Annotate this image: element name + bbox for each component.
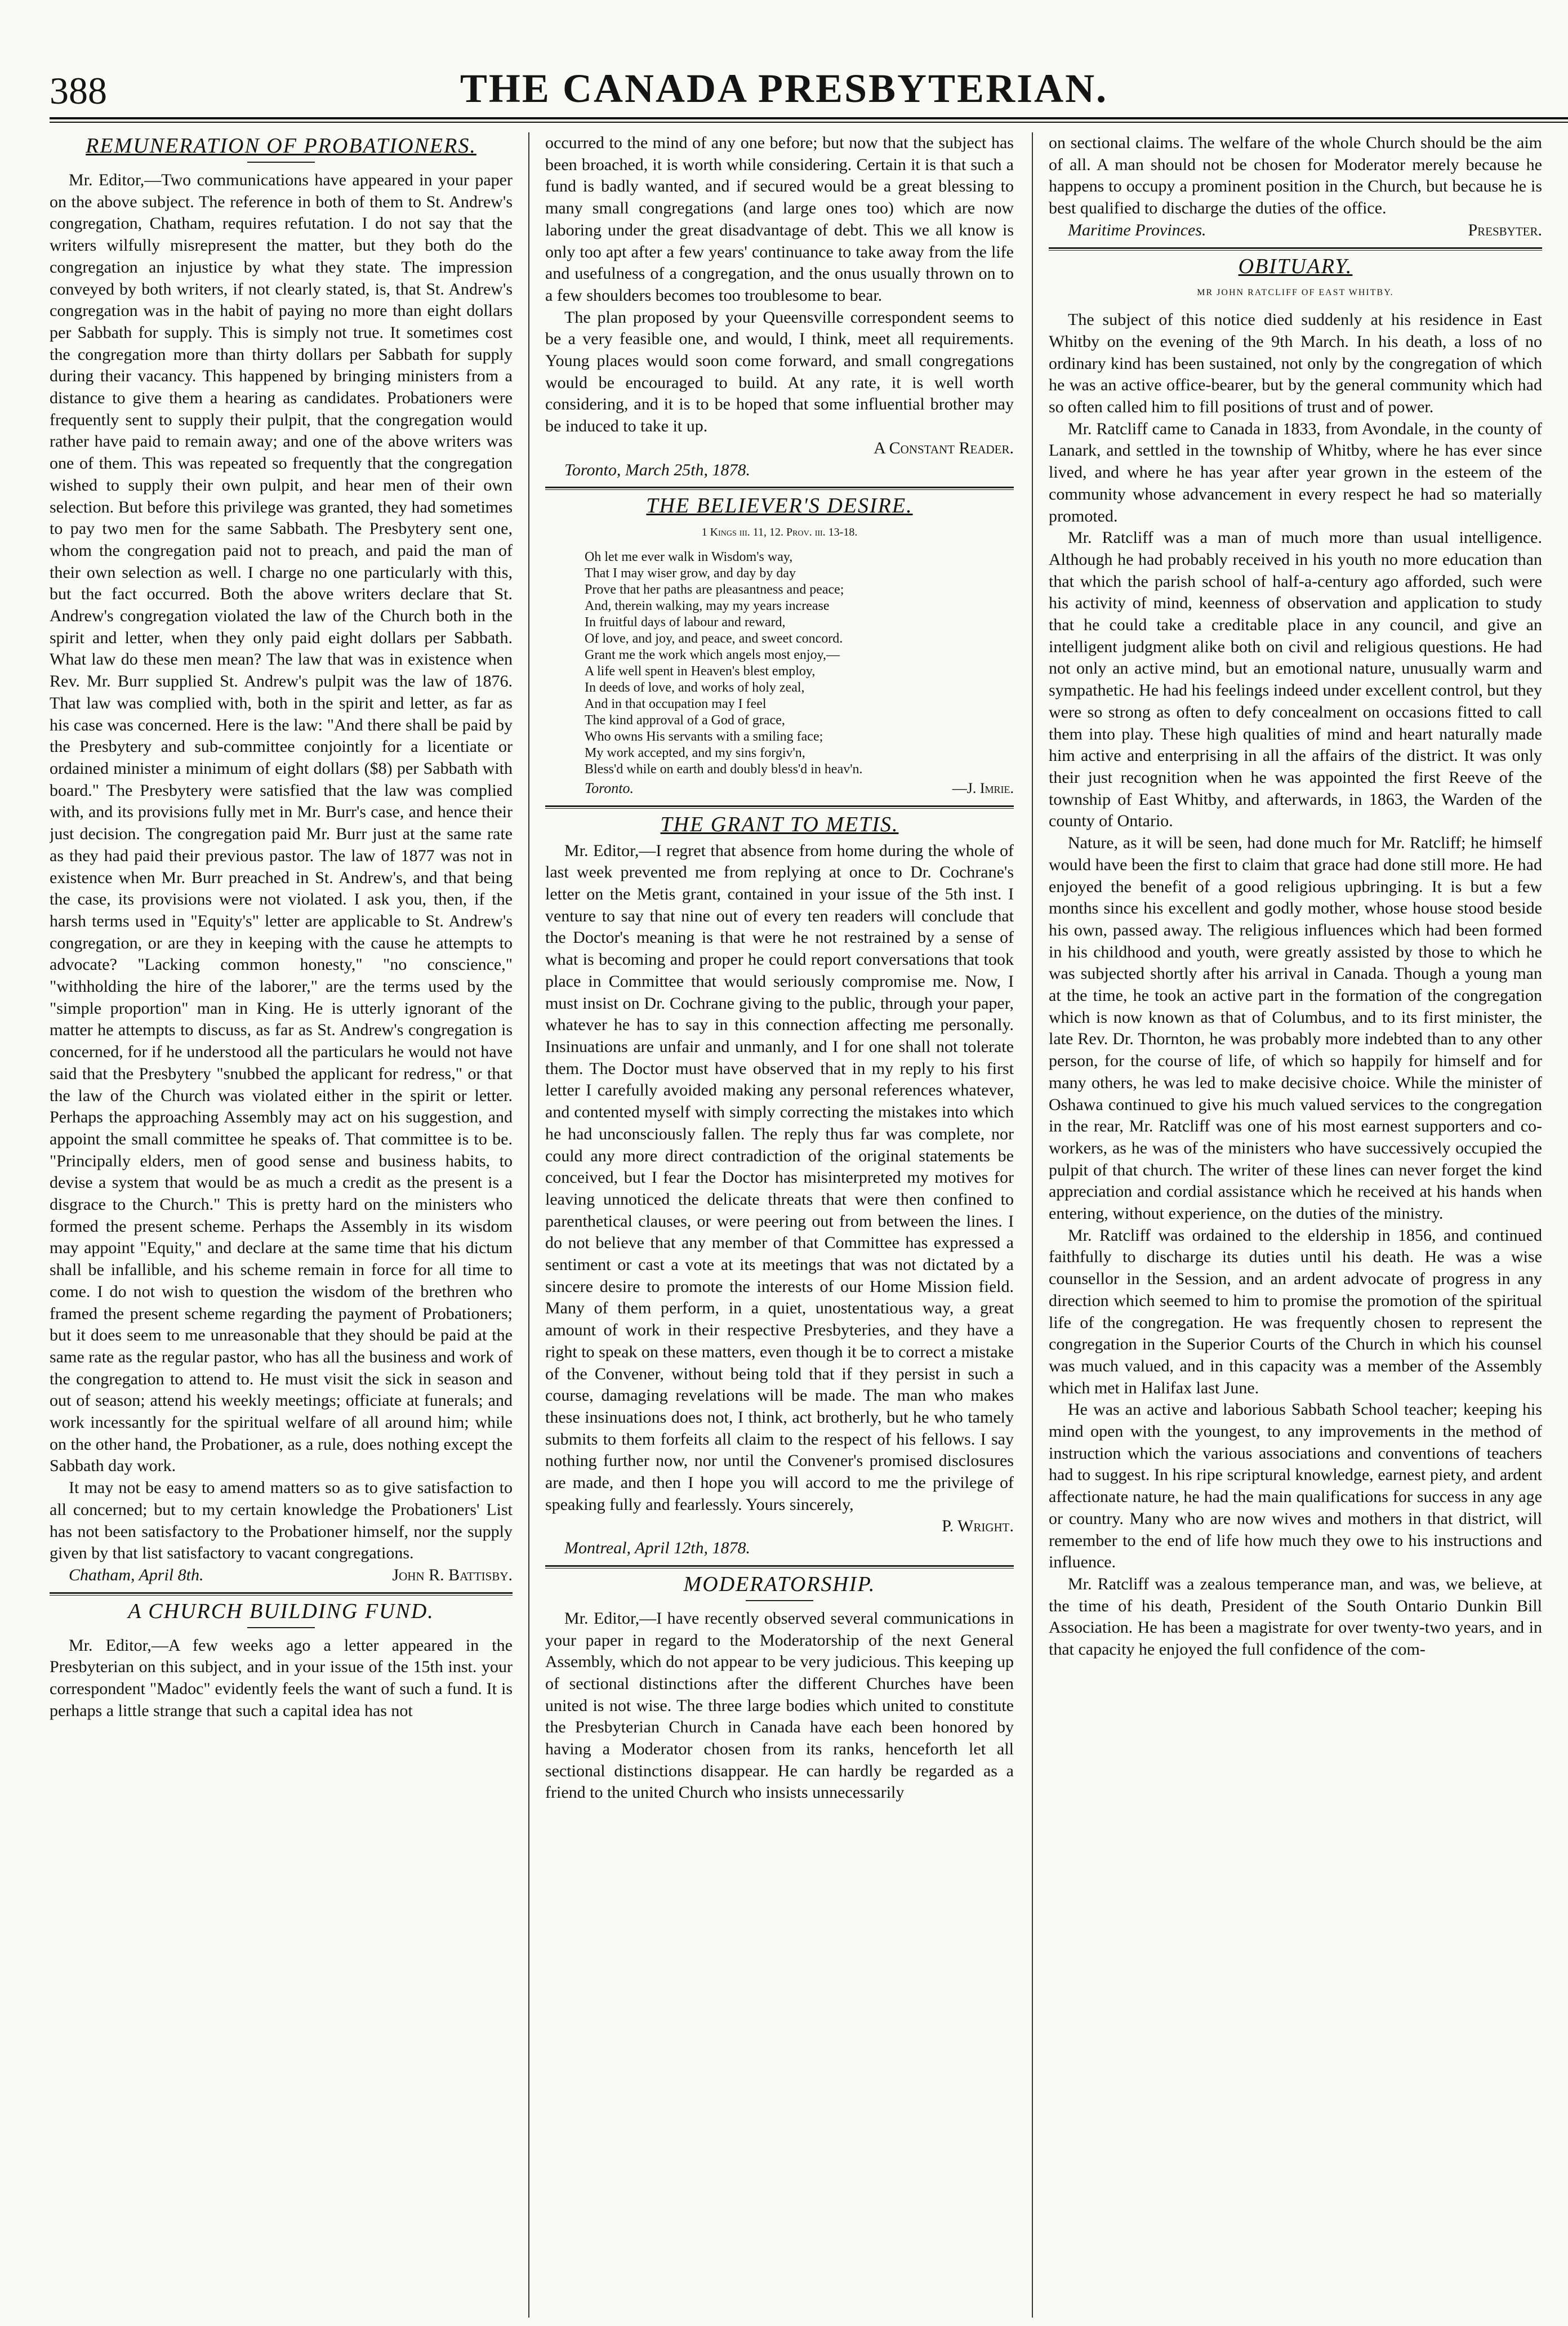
article-title-moderatorship: MODERATORSHIP.: [683, 1572, 876, 1596]
poem: [545, 549, 1014, 778]
article-title-church-building-fund: A CHURCH BUILDING FUND.: [128, 1599, 434, 1623]
article-title-believers-desire: THE BELIEVER'S DESIRE.: [646, 494, 913, 518]
article-paragraph: He was an active and laborious Sabbath School teacher; keeping his mind open with the youngest, to any improvements in the method of instruction which the various associations and conventions of teachers had to suggest. In his ripe scriptural knowledge, earnest piety, and ardent affectionate nature, he had the main qualifications for success in any age or country. Many who are now wives and mothers in that district, will remember to the end of life how much they owe to his instructions and influence.: [1049, 1400, 1542, 1572]
signoff-author: Presbyter.: [1468, 220, 1542, 239]
signoff: [50, 1565, 513, 1587]
section-rule-thin: [545, 1568, 1014, 1569]
poem-line: And, therein walking, may my years increase: [585, 598, 830, 613]
signoff-author: A Constant Reader.: [874, 438, 1014, 457]
poem-line: My work accepted, and my sins forgiv'n,: [585, 745, 805, 760]
poem-line: Of love, and joy, and peace, and sweet concord.: [585, 631, 843, 646]
article-paragraph: Mr. Ratcliff was ordained to the eldership in 1856, and continued faithfully to discharge its duties until his death. He was a wise counsellor in the Session, and an ardent advocate of progress in any direction which seemed to him to promise the promotion of the spiritual life of the congregation. He was frequently chosen to represent the congregation in the Superior Courts of the Church in which his counsel was much valued, and in this capacity was a member of the Assembly which met in Halifax last June.: [1049, 1226, 1542, 1397]
section-rule: [545, 805, 1014, 807]
article-paragraph: Mr. Ratcliff was a man of much more than usual intelligence. Although he had probably received in his youth no more education than that which the parish school of half-a-century ago afforded, such were his activity of mind, keenness of observation and application to study that he could take a creditable place in any council, and give an intelligent judgment alike both on civil and religious questions. He had not only an active mind, but an emotional nature, unusually warm and sympathetic. He had his feelings indeed under excellent control, but they were so strong as often to defy concealment on occasions fitted to call them into play. These high qualities of mind and heart naturally made him active and enterprising in all the affairs of the district. It was only their just recognition when he was appointed the first Reeve of the township of East Whitby, and afterwards, in 1863, the Warden of the county of Ontario.: [1049, 528, 1542, 831]
signoff-place: Montreal, April 12th, 1878.: [564, 1539, 750, 1558]
signoff-author: P. Wright.: [942, 1517, 1014, 1536]
article-paragraph: The subject of this notice died suddenly at his residence in East Whitby on the evening of the 9th March. In his death, a loss of no ordinary kind has been sustained, not only by the congregation of which he was an active office-bearer, but by the general community which had so often called him to fill positions of trust and of power.: [1049, 310, 1542, 417]
column-1: [50, 132, 513, 2318]
section-rule-thin: [545, 808, 1014, 809]
title-rule: [746, 1600, 813, 1601]
page-number: 388: [50, 69, 107, 112]
scripture-references: 1 Kings iii. 11, 12. Prov. iii. 13-18.: [701, 526, 858, 539]
article-paragraph: Nature, as it will be seen, had done much for Mr. Ratcliff; he himself would have been the first to claim that grace had done still more. He had enjoyed the benefit of a good religious upbringing. It is but a few months since his excellent and godly mother, whose house stood beside his own, passed away. The religious influences which had been formed in his childhood and youth, were greatly assisted by those to which he was subjected shortly after his arrival in Canada. Though a young man at the time, he took an active part in the formation of the congregation which is now known as that of Columbus, and to its first minister, the late Rev. Dr. Thornton, he was probably more indebted than to any other person, for the course of life, of which so happily for himself and for many others, he was led to make decisive choice. While the minister of Oshawa continued to give his much valued services to the congregation in the rear, Mr. Ratcliff was one of his most earnest supporters and co-workers, as he was of the ministers who have successively occupied the pulpit of that church. The writer of these lines can never forget the kind appreciation and cordial assistance which he received at his hands when entering, without experience, on the duties of the ministry.: [1049, 834, 1542, 1223]
section-rule: [545, 487, 1014, 488]
masthead-rule-thin: [50, 122, 1568, 123]
poem-line: That I may wiser grow, and day by day: [585, 565, 796, 581]
article-paragraph: Mr. Editor,—I have recently observed several communications in your paper in regard to the Moderatorship of the next General Assembly, which do not appear to be very judicious. This keeping up of sectional distinctions after the different Churches have been united is not wise. The three large bodies which united to constitute the Presbyterian Church in Canada have each been honored by having a Moderator chosen from its ranks, henceforth let all sectional distinctions disappear. He can hardly be regarded as a friend to the united Church who insists unnecessarily: [545, 1608, 1014, 1802]
column-divider: [1032, 132, 1033, 2318]
article-paragraph-continued: on sectional claims. The welfare of the whole Church should be the aim of all. A man should not be chosen for Moderator merely because he happens to occupy a prominent position in the Church, but because he is best qualified to discharge the duties of the office.: [1049, 133, 1542, 218]
signoff-place: Toronto, March 25th, 1878.: [564, 460, 751, 479]
signoff: [545, 778, 1014, 800]
article-paragraph: It may not be easy to amend matters so as to give satisfaction to all concerned; but to my certain knowledge the Probationers' List has not been satisfactory to the Probationer himself, nor the supply given by that list satisfactory to vacant congregations.: [50, 1478, 513, 1563]
section-rule: [50, 1592, 513, 1594]
article-title-obituary: OBITUARY.: [1238, 254, 1353, 278]
poem-line: Oh let me ever walk in Wisdom's way,: [585, 549, 793, 564]
title-rule: [247, 162, 315, 163]
title-rule: [247, 1627, 315, 1628]
signoff-place: Maritime Provinces.: [1068, 220, 1206, 239]
poem-line: Bless'd while on earth and doubly bless'd in heav'n.: [585, 761, 863, 777]
article-title-remuneration: REMUNERATION OF PROBATIONERS.: [86, 134, 476, 158]
column-3: [1049, 132, 1542, 2318]
article-paragraph: Mr. Editor,—Two communications have appeared in your paper on the above subject. The reference in both of them to St. Andrew's congregation, Chatham, requires refutation. I do not say that the writers wilfully misrepresent the matter, but they both do the congregation an injustice by what they state. The impression conveyed by both writers, if not clearly stated, is, that St. Andrew's congregation was in the habit of paying no more than eight dollars per Sabbath for supply. This is simply not true. It sometimes cost the congregation more than thirty dollars per Sabbath for supply during their vacancy. This happened by bringing ministers from a distance to give them a hearing as candidates. Probationers were frequently sent to supply their pulpit, that the congregation would rather have paid to remain away; and one of the above writers was one of them. This was repeated so frequently that the congregation wished to supply their own pulpit, and hear men of their own selection. But before this privilege was granted, they had sometimes to pay two men for the same Sabbath. The Presbytery sent one, whom the congregation paid not to preach, and paid the man of their own selection as well. I charge no one particularly with this, but the fact occurred. Both the above writers declare that St. Andrew's congregation violated the law of the Church both in the spirit and letter, when they only paid eight dollars per Sabbath. What law do these men mean? The law that was in existence when Rev. Mr. Burr supplied St. Andrew's pulpit was the law of 1876. That law was complied with, both in the spirit and letter, as far as his case was concerned. Here is the law: "And there shall be paid by the Presbytery and sub-committee conjointly for a licentiate or ordained minister a minimum of eight dollars ($8) per Sabbath with board." The Presbytery were satisfied that the law was complied with, and its provisions fully met in Mr. Burr's case, and hence their just decision. The congregation paid Mr. Burr just at the same rate as they had paid their previous pastor. The law of 1877 was not in existence when Mr. Burr preached in St. Andrew's, and that being the case, its provisions were not violated. I ask you, then, if the harsh terms used in "Equity's" letter are applicable to St. Andrew's congregation, or are they in keeping with the cause he attempts to advocate? "Lacking common honesty," "no conscience," "withholding the hire of the laborer," are the terms used by the "simple proportion" man in King. He is utterly ignorant of the matter he attempts to discuss, as far as St. Andrew's congregation is concerned, for if he understood all the particulars he would not have said that the Presbytery "snubbed the applicant for redress," or that the law of the Church was violated either in the spirit or letter. Perhaps the approaching Assembly may act on his suggestion, and appoint the small committee he speaks of. That committee is to be. "Principally elders, men of good sense and business habits, to devise a system that would be as much a credit as the present is a disgrace to the Church." This is pretty hard on the ministers who formed the present scheme. Perhaps the Assembly in its wisdom may appoint "Equity," and declare at the same time that his dictum shall be infallible, and his scheme remain in force for all time to come. I do not wish to question the wisdom of the brethren who framed the present scheme regarding the payment of Probationers; but it does seem to me unreasonable that they should be paid at the same rate as the regular pastor, who has all the business and work of the congregation to attend to. He must visit the sick in season and out of season; attend his weekly meetings; officiate at funerals; and work incessantly for the spiritual welfare of all around him; while on the other hand, the Probationer, as a rule, does nothing except the Sabbath day work.: [50, 171, 513, 1476]
signoff-author: John R. Battisby.: [392, 1566, 513, 1584]
masthead-rule: [50, 117, 1568, 119]
column-divider: [528, 132, 529, 2318]
poem-line: A life well spent in Heaven's blest employ,: [585, 663, 816, 679]
section-rule: [545, 1565, 1014, 1567]
article-paragraph: Mr. Editor,—A few weeks ago a letter appeared in the Presbyterian on this subject, and in your issue of the 15th inst. your correspondent "Madoc" evidently feels the want of such a fund. It is perhaps a little strange that such a capital idea has not: [50, 1636, 513, 1720]
signoff-place: Toronto.: [585, 779, 634, 796]
poem-line: Prove that her paths are pleasantness and peace;: [585, 582, 844, 597]
article-paragraph: Mr. Editor,—I regret that absence from home during the whole of last week prevented me from replying at once to Dr. Cochrane's letter on the Metis grant, contained in your issue of the 5th inst. I venture to say that nine out of every ten readers will conclude that the Doctor's meaning is that were he not restrained by a sense of what is becoming and proper he could report conversations that took place in Committee that would seriously compromise me. Now, I must insist on Dr. Cochrane giving to the public, through your paper, whatever he has to say in this connection affecting me personally. Insinuations are unfair and unmanly, and I for one shall not tolerate them. The Doctor must have observed that in my reply to his first letter I carefully avoided making any personal references whatever, and contented myself with simply correcting the mistakes into which he had unconsciously fallen. The reply thus far was complete, nor could any more direct contradiction of the original statements be conceived, but I fear the Doctor has misinterpreted my motives for leaving unnoticed the delicate threats that were then confined to parenthetical clauses, or were peering out from between the lines. I do not believe that any member of that Committee has expressed a sentiment or cast a vote at its meetings that was not dictated by a sincere desire to promote the interests of our Home Mission field. Many of them perform, in a quiet, unostentatious way, a great amount of work in their respective Presbyteries, and they have a right to speak on these matters, even though it be to correct a mistake of the Convener, without being told that if they persist in such a course, damaging revelations will be made. The man who makes these insinuations does not, I think, act brotherly, but he who tamely submits to them forfeits all claim to the respect of his fellows. I say nothing further now, nor until the Convener's promised disclosures are made, and then I hope you will accord to me the privilege of speaking fully and fearlessly. Yours sincerely,: [545, 841, 1014, 1514]
poem-line: In fruitful days of labour and reward,: [585, 614, 786, 630]
article-paragraph: The plan proposed by your Queensville correspondent seems to be a very feasible one, and would, I think, meet all requirements. Young places would soon come forward, and small congregations would be encouraged to build. At any rate, it is well worth considering, and it is to be hoped that some influential brother may be induced to take it up.: [545, 308, 1014, 436]
poem-line: And in that occupation may I feel: [585, 696, 767, 711]
section-rule-thin: [50, 1595, 513, 1596]
signoff-place: Chatham, April 8th.: [69, 1566, 204, 1584]
article-title-grant-to-metis: THE GRANT TO METIS.: [660, 812, 899, 836]
article-paragraph: Mr. Ratcliff came to Canada in 1833, from Avondale, in the county of Lanark, and settled in the township of Whitby, where he has ever since lived, and where he has year after year grown in the esteem of the community whose advancement in every respect he had so materially promoted.: [1049, 419, 1542, 525]
poem-line: The kind approval of a God of grace,: [585, 712, 785, 728]
section-rule-thin: [545, 489, 1014, 490]
obituary-subtitle: MR JOHN RATCLIFF OF EAST WHITBY.: [1197, 287, 1394, 297]
poem-line: In deeds of love, and works of holy zeal,: [585, 680, 805, 695]
poem-line: Who owns His servants with a smiling face;: [585, 729, 823, 744]
article-paragraph: Mr. Ratcliff was a zealous temperance man, and was, we believe, at the time of his death, President of the South Ontario Dunkin Bill Association. He has been a magistrate for over twenty-two years, and in that capacity he enjoyed the full confidence of the com-: [1049, 1575, 1542, 1659]
section-rule: [1049, 247, 1542, 249]
poem-line: Grant me the work which angels most enjoy,—: [585, 647, 840, 662]
section-rule-thin: [1049, 250, 1542, 251]
masthead-title: THE CANADA PRESBYTERIAN.: [460, 66, 1108, 111]
signoff-author: —J. Imrie.: [952, 779, 1014, 796]
article-paragraph-continued: occurred to the mind of any one before; but now that the subject has been broached, it is worth while considering. Certain it is that such a fund is badly wanted, and if secured would be a great blessing to many small congregations (and large ones too) which are now laboring under the great disadvantage of debt. This we all know is only too apt after a few years' continuance to take away from the life and usefulness of a congregation, and the onus usually thrown on to a few shoulders becomes too troublesome to bear.: [545, 133, 1014, 305]
signoff: [1049, 220, 1542, 242]
column-2: [545, 132, 1014, 2318]
